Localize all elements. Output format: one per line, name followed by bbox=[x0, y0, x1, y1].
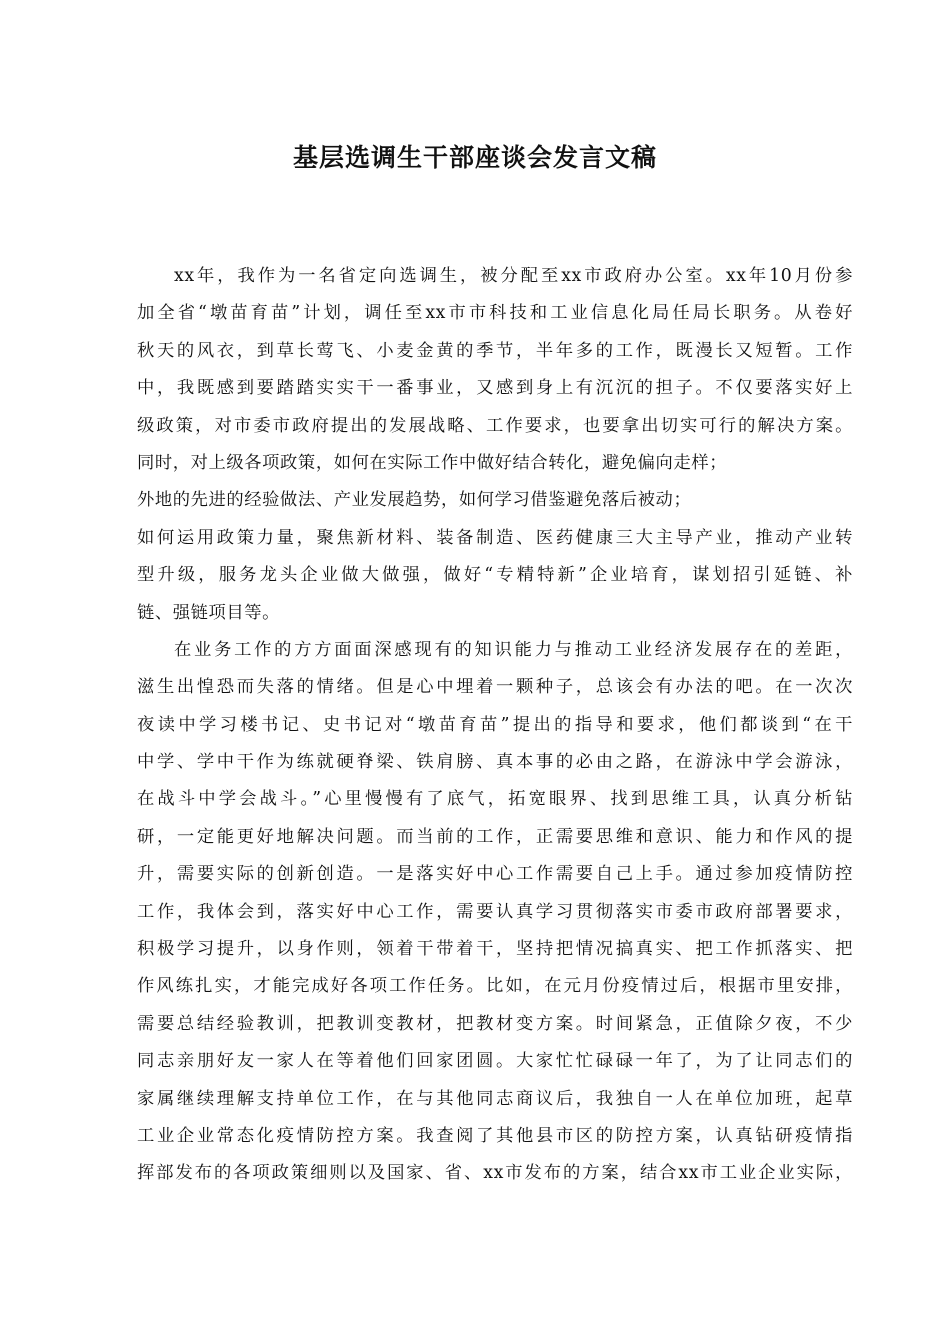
body-text-line: 夜读中学习楼书记、史书记对“墩苗育苗”提出的指导和要求，他们都谈到“在干 bbox=[137, 714, 853, 735]
body-text-line: 级政策，对市委市政府提出的发展战略、工作要求，也要拿出切实可行的解决方案。 bbox=[137, 415, 853, 436]
body-text-line: 同时，对上级各项政策，如何在实际工作中做好结合转化，避免偏向走样； bbox=[137, 452, 728, 473]
body-text-line: 外地的先进的经验做法、产业发展趋势，如何学习借鉴避免落后被动； bbox=[137, 490, 692, 511]
body-text-line: 中学、学中干作为练就硬脊梁、铁肩膀、真本事的必由之路，在游泳中学会游泳， bbox=[137, 752, 853, 773]
body-text-line: 工业企业常态化疫情防控方案。我查阅了其他县市区的防控方案，认真钻研疫情指 bbox=[137, 1125, 853, 1146]
body-text-line: 秋天的风衣，到草长莺飞、小麦金黄的季节，半年多的工作，既漫长又短暂。工作 bbox=[137, 340, 853, 361]
document-title: 基层选调生干部座谈会发言文稿 bbox=[292, 143, 657, 172]
body-text-line: 需要总结经验教训，把教训变教材，把教材变方案。时间紧急，正值除夕夜，不少 bbox=[137, 1013, 853, 1034]
body-text-line: xx年，我作为一名省定向选调生，被分配至xx市政府办公室。xx年10月份参 bbox=[174, 266, 853, 286]
body-text-line: 升，需要实际的创新创造。一是落实好中心工作需要自己上手。通过参加疫情防控 bbox=[137, 864, 853, 885]
body-text-line: 滋生出惶恐而失落的情绪。但是心中埋着一颗种子，总该会有办法的吧。在一次次 bbox=[137, 677, 853, 698]
body-text-line: 在业务工作的方方面面深感现有的知识能力与推动工业经济发展存在的差距， bbox=[174, 639, 853, 660]
body-text-line: 家属继续理解支持单位工作，在与其他同志商议后，我独自一人在单位加班，起草 bbox=[137, 1088, 853, 1109]
body-text-line: 挥部发布的各项政策细则以及国家、省、xx市发布的方案，结合xx市工业企业实际， bbox=[137, 1163, 853, 1184]
body-text-line: 链、强链项目等。 bbox=[137, 602, 281, 623]
body-text-line: 如何运用政策力量，聚焦新材料、装备制造、医药健康三大主导产业，推动产业转 bbox=[137, 527, 853, 548]
body-text-line: 加全省“墩苗育苗”计划，调任至xx市市科技和工业信息化局任局长职务。从卷好 bbox=[137, 303, 853, 324]
body-text-line: 在战斗中学会战斗。”心里慢慢有了底气，拓宽眼界、找到思维工具，认真分析钻 bbox=[137, 789, 853, 810]
body-text-line: 工作，我体会到，落实好中心工作，需要认真学习贯彻落实市委市政府部署要求， bbox=[137, 901, 853, 922]
body-text-line: 同志亲朋好友一家人在等着他们回家团圆。大家忙忙碌碌一年了，为了让同志们的 bbox=[137, 1051, 853, 1072]
body-text-line: 积极学习提升，以身作则，领着干带着干，坚持把情况搞真实、把工作抓落实、把 bbox=[137, 939, 853, 960]
body-text-line: 作风练扎实，才能完成好各项工作任务。比如，在元月份疫情过后，根据市里安排， bbox=[137, 976, 853, 997]
body-text-line: 中，我既感到要踏踏实实干一番事业，又感到身上有沉沉的担子。不仅要落实好上 bbox=[137, 378, 853, 399]
body-text-line: 型升级，服务龙头企业做大做强，做好“专精特新”企业培育，谋划招引延链、补 bbox=[137, 565, 853, 586]
body-text-line: 研，一定能更好地解决问题。而当前的工作，正需要思维和意识、能力和作风的提 bbox=[137, 826, 853, 847]
document-body bbox=[137, 258, 853, 1193]
